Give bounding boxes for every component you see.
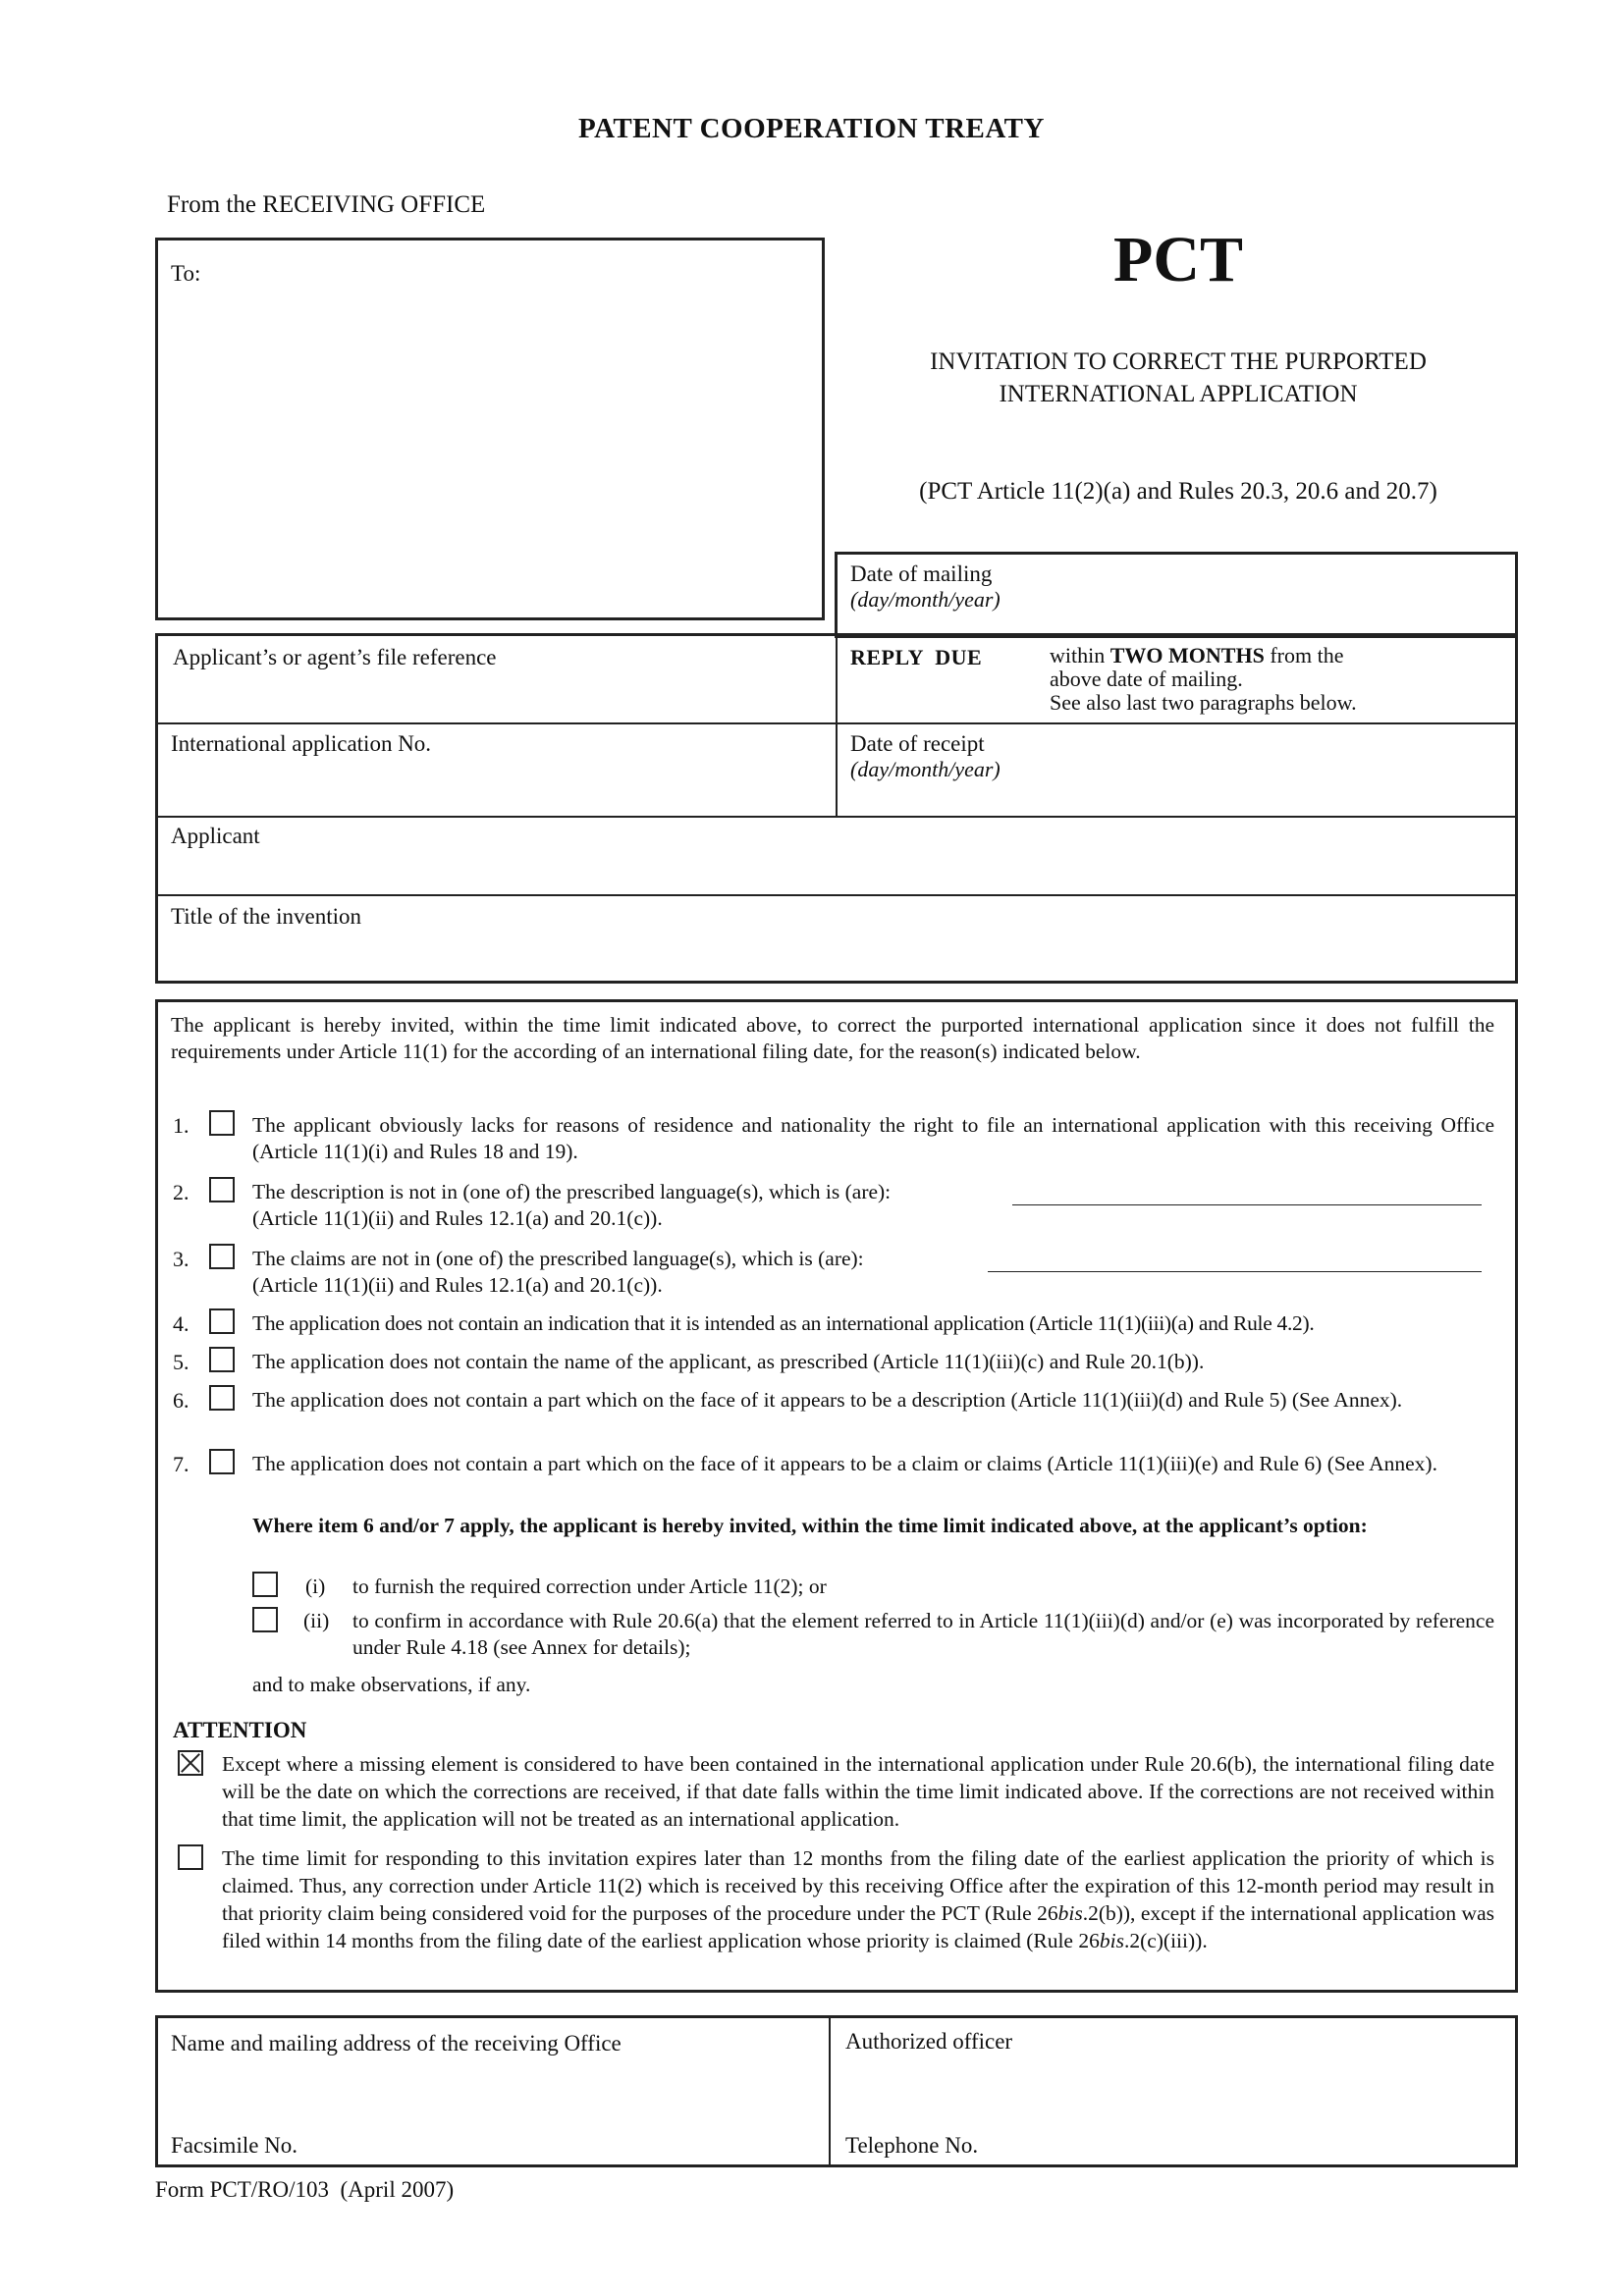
option-ii-checkbox[interactable] <box>252 1607 278 1632</box>
attention-heading: ATTENTION <box>173 1718 307 1742</box>
attention-2-bis-2: bis <box>1099 1929 1124 1952</box>
reply-due-line2: above date of mailing. <box>1050 667 1243 691</box>
item-2-checkbox[interactable] <box>209 1177 235 1202</box>
item-5-checkbox[interactable] <box>209 1347 235 1372</box>
form-id: Form PCT/RO/103 (April 2007) <box>155 2177 455 2202</box>
item-3-text-line2: (Article 11(1)(ii) and Rules 12.1(a) and 20.1(c)). <box>252 1273 663 1297</box>
option-i-label: (i) <box>305 1575 326 1598</box>
item-6-text: The application does not contain a part which on the face of it appears to be a description (Article 11(1)(iii)(d) and Rule 5) (See Annex). <box>252 1388 1403 1412</box>
authorized-officer-label: Authorized officer <box>845 2029 1013 2054</box>
document-title-line2: INTERNATIONAL APPLICATION <box>999 381 1358 407</box>
item-3-number: 3. <box>173 1247 189 1271</box>
item-1-checkbox[interactable] <box>209 1110 235 1136</box>
table-row-divider <box>158 722 1515 724</box>
attention-2-part-c: .2(c)(iii)). <box>1123 1929 1208 1952</box>
item-5-text: The application does not contain the name of the applicant, as prescribed (Article 11(1)(iii)(c) and Rule 20.1(b)). <box>252 1350 1205 1373</box>
pct-mark: PCT <box>1113 224 1243 295</box>
item-7-number: 7. <box>173 1452 189 1476</box>
item-3-language-blank[interactable] <box>988 1271 1482 1272</box>
telephone-label: Telephone No. <box>845 2133 979 2158</box>
item-2-language-blank[interactable] <box>1012 1204 1482 1205</box>
item-2-number: 2. <box>173 1180 189 1204</box>
reply-due-text <box>1050 644 1357 715</box>
item-7-text: The application does not contain a part which on the face of it appears to be a claim or claims (Article 11(1)(iii)(e) and Rule 6) (See Annex). <box>252 1452 1437 1475</box>
option-ii-text: to confirm in accordance with Rule 20.6(a) that the element referred to in Article 11(1)(iii)(d) and/or (e) was incorporated by reference under Rule 4.18 (see Annex for details); <box>352 1609 1494 1659</box>
observations-text: and to make observations, if any. <box>252 1673 531 1696</box>
item-6-checkbox[interactable] <box>209 1385 235 1411</box>
date-of-mailing-box[interactable] <box>835 552 1518 638</box>
table-divider <box>836 636 838 818</box>
item-3-checkbox[interactable] <box>209 1244 235 1269</box>
attention-2-part-a: The time limit for responding to this invitation expires later than 12 months from the filing date of the earliest application the priority of which is claimed. Thus, any correction under Article 11(2) which is received by this receiving Office after the expiration of this 12-month period may result in that priority claim being considered void for the purposes of the procedure under the PCT (Rule 26 <box>222 1846 1494 1925</box>
attention-2-text <box>222 1844 1494 1954</box>
item-1-number: 1. <box>173 1113 189 1138</box>
date-of-receipt-format: (day/month/year) <box>850 757 1001 781</box>
table-row-divider <box>158 816 1515 818</box>
invitation-intro: The applicant is hereby invited, within the time limit indicated above, to correct the purported international application since it does not fulfill the requirements under Article 11(1) for the according of an international filing date, for the reason(s) indicated below. <box>171 1013 1494 1063</box>
item-7-checkbox[interactable] <box>209 1449 235 1474</box>
application-details-table <box>155 633 1518 984</box>
international-app-no-label: International application No. <box>171 731 432 756</box>
date-of-mailing-format: (day/month/year) <box>850 587 1001 612</box>
attention-1-text: Except where a missing element is considered to have been contained in the international application under Rule 20.6(b), the international filing date will be the date on which the corrections are received, if that date falls within the time limit indicated above. If the corrections are not received within that time limit, the application will not be treated as an international application. <box>222 1752 1494 1831</box>
to-box[interactable] <box>155 238 825 620</box>
item-6-number: 6. <box>173 1388 189 1413</box>
option-i-checkbox[interactable] <box>252 1572 278 1597</box>
attention-2-checkbox[interactable] <box>178 1844 203 1870</box>
treaty-title: PATENT COOPERATION TREATY <box>578 113 1045 144</box>
reply-due-label: REPLY DUE <box>850 645 983 669</box>
option-i-text: to furnish the required correction under Article 11(2); or <box>352 1575 827 1598</box>
facsimile-label: Facsimile No. <box>171 2133 298 2158</box>
item-1-text: The applicant obviously lacks for reasons of residence and nationality the right to file an international application with this receiving Office (Article 11(1)(i) and Rules 18 and 19). <box>252 1113 1494 1163</box>
to-label: To: <box>171 261 201 286</box>
date-of-mailing-label: Date of mailing <box>850 561 993 586</box>
receiving-office-address-label: Name and mailing address of the receiving Office <box>171 2031 622 2056</box>
file-reference-label: Applicant’s or agent’s file reference <box>173 645 497 669</box>
item-5-number: 5. <box>173 1350 189 1374</box>
date-of-receipt-label: Date of receipt <box>850 731 985 756</box>
option-ii-label: (ii) <box>303 1609 330 1632</box>
attention-2-bis-1: bis <box>1057 1901 1083 1925</box>
footer-divider <box>829 2018 831 2164</box>
from-office: From the RECEIVING OFFICE <box>167 191 486 218</box>
attention-1-checkbox[interactable] <box>178 1750 203 1776</box>
document-title-line1: INVITATION TO CORRECT THE PURPORTED <box>930 348 1427 375</box>
item-2-text-line2: (Article 11(1)(ii) and Rules 12.1(a) and 20.1(c)). <box>252 1206 663 1230</box>
invitation-box <box>155 999 1518 1993</box>
receiving-office-box <box>155 2015 1518 2167</box>
option-heading: Where item 6 and/or 7 apply, the applicant is hereby invited, within the time limit indicated above, at the applicant’s option: <box>252 1514 1368 1537</box>
legal-basis: (PCT Article 11(2)(a) and Rules 20.3, 20.6 and 20.7) <box>919 478 1437 505</box>
item-4-text: The application does not contain an indication that it is intended as an international application (Article 11(1)(iii)(a) and Rule 4.2). <box>252 1311 1315 1335</box>
item-3-text-line1: The claims are not in (one of) the prescribed language(s), which is (are): <box>252 1247 864 1270</box>
reply-due-line3: See also last two paragraphs below. <box>1050 690 1357 715</box>
document-title <box>825 346 1532 410</box>
item-2-text-line1: The description is not in (one of) the prescribed language(s), which is (are): <box>252 1180 892 1203</box>
item-4-checkbox[interactable] <box>209 1308 235 1334</box>
reply-due-period: TWO MONTHS <box>1109 643 1265 667</box>
item-4-number: 4. <box>173 1311 189 1336</box>
attention-2-part-b: .2(b)), except if the international application was filed within 14 months from the filing date of the earliest application whose priority is claimed (Rule 26 <box>222 1901 1494 1952</box>
reply-due-suffix: from the <box>1270 643 1344 667</box>
table-row-divider <box>158 894 1515 896</box>
reply-due-prefix: within <box>1050 643 1106 667</box>
applicant-label: Applicant <box>171 824 260 848</box>
title-of-invention-label: Title of the invention <box>171 904 362 929</box>
